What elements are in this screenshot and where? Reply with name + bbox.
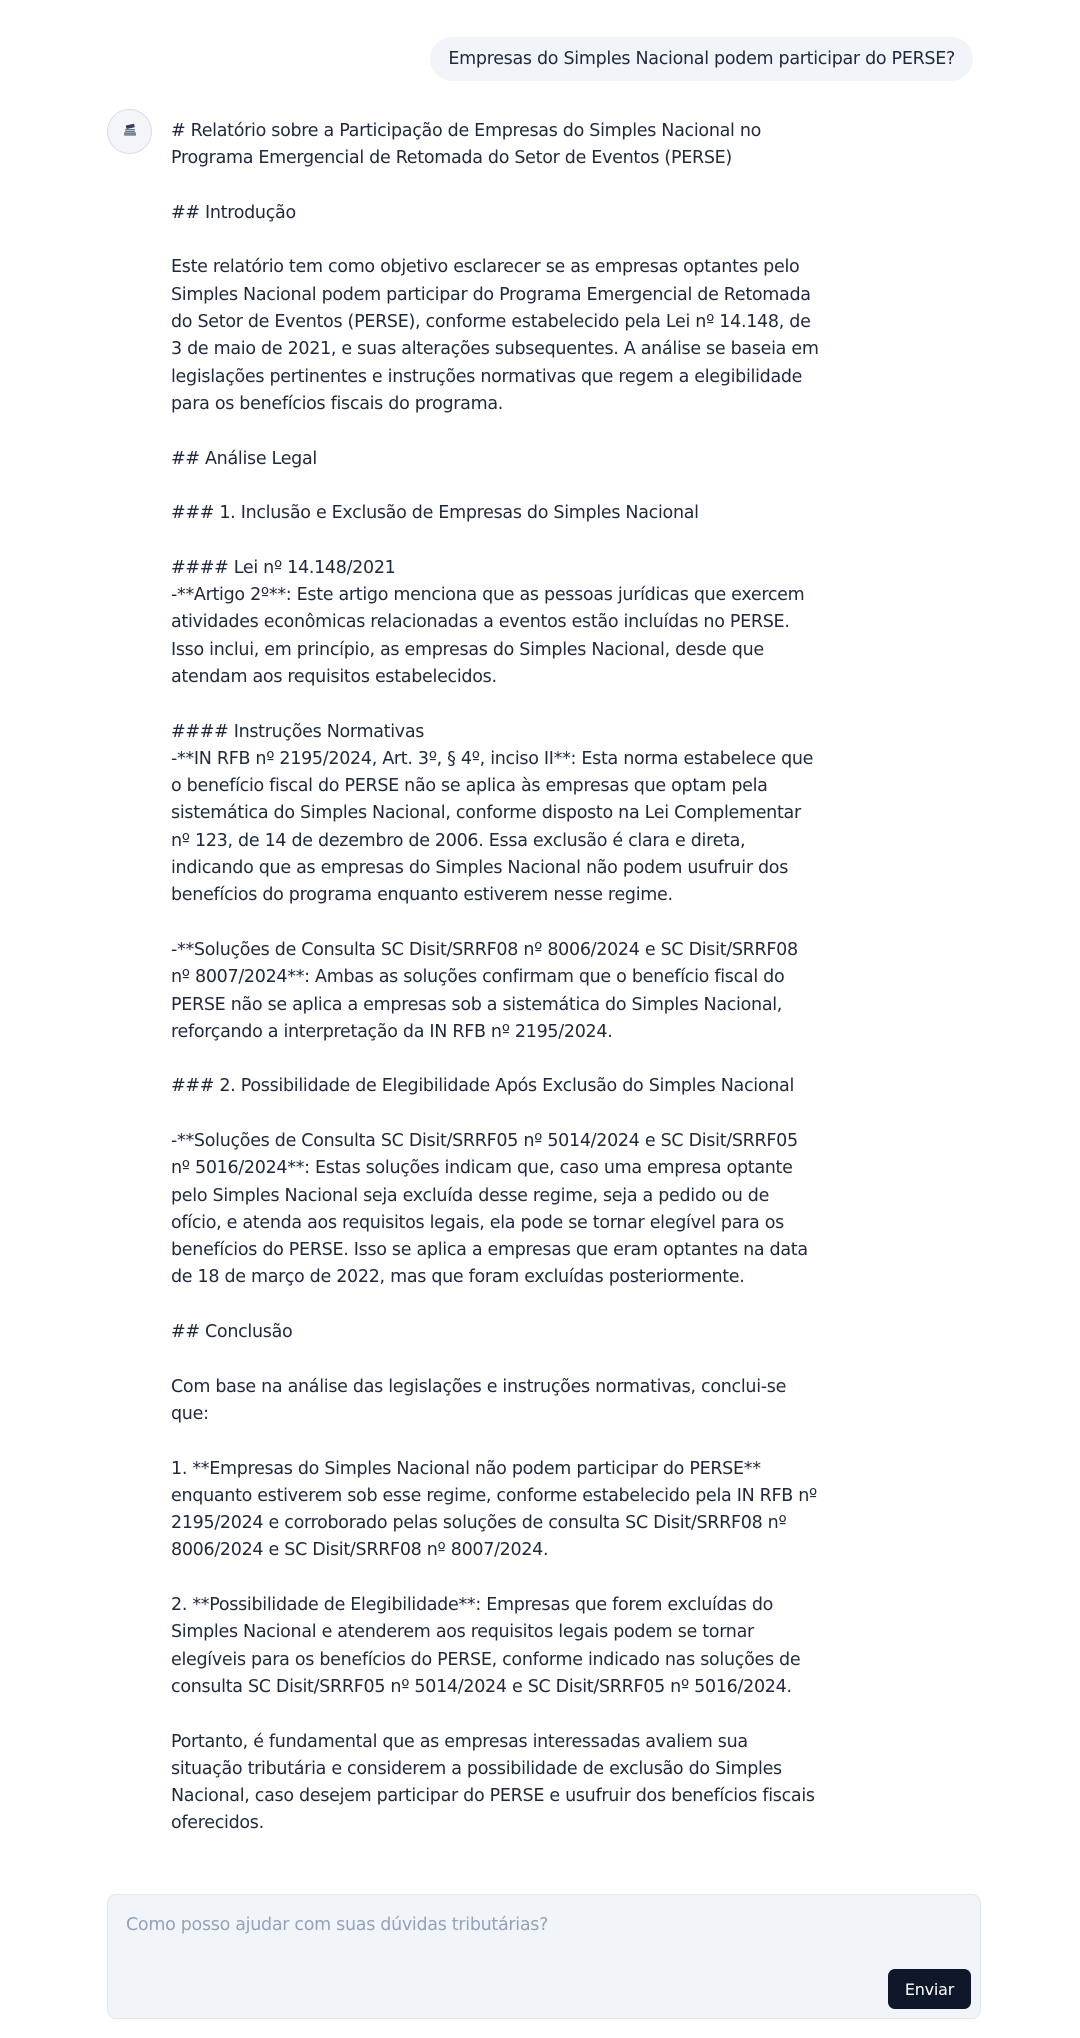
user-message-bubble [430, 37, 973, 81]
books-icon [122, 122, 138, 142]
message-input[interactable] [108, 1895, 980, 1975]
message-composer [107, 1894, 981, 2019]
send-button[interactable]: Enviar [888, 1969, 971, 2009]
assistant-response-text: # Relatório sobre a Participação de Empresas do Simples Nacional no Programa Emergencial de Retomada do Setor de Eventos (PERSE) ## Introdução Este relatório tem como objetivo esclarecer se as empresas optantes pelo Simples Nacional podem participar do Programa Emergencial de Retomada do Setor de Eventos (PERSE), conforme estabelecido pela Lei nº 14.148, de 3 de maio de 2021, e suas alterações subsequentes. A análise se baseia em legislações pertinentes e instruções normativas que regem a elegibilidade para os benefícios fiscais do programa. ## Análise Legal ### 1. Inclusão e Exclusão de Empresas do Simples Nacional #### Lei nº 14.148/2021 -**Artigo 2º**: Este artigo menciona que as pessoas jurídicas que exercem atividades econômicas relacionadas a eventos estão incluídas no PERSE. Isso inclui, em princípio, as empresas do Simples Nacional, desde que atendam aos requisitos estabelecidos. #### Instruções Normativas -**IN RFB nº 2195/2024, Art. 3º, § 4º, inciso II**: Esta norma estabelece que o benefício fiscal do PERSE não se aplica às empresas que optam pela sistemática do Simples Nacional, conforme disposto na Lei Complementar nº 123, de 14 de dezembro de 2006. Essa exclusão é clara e direta, indicando que as empresas do Simples Nacional não podem usufruir dos benefícios do programa enquanto estiverem nesse regime. -**Soluções de Consulta SC Disit/SRRF08 nº 8006/2024 e SC Disit/SRRF08 nº 8007/2024**: Ambas as soluções confirmam que o benefício fiscal do PERSE não se aplica a empresas sob a sistemática do Simples Nacional, reforçando a interpretação da IN RFB nº 2195/2024. ### 2. Possibilidade de Elegibilidade Após Exclusão do Simples Nacional -**Soluções de Consulta SC Disit/SRRF05 nº 5014/2024 e SC Disit/SRRF05 nº 5016/2024**: Estas soluções indicam que, caso uma empresa optante pelo Simples Nacional seja excluída desse regime, seja a pedido ou de ofício, e atenda aos requisitos legais, ela pode se tornar elegível para os benefícios do PERSE. Isso se aplica a empresas que eram optantes na data de 18 de março de 2022, mas que foram excluídas posteriormente. ## Conclusão Com base na análise das legislações e instruções normativas, conclui-se que: 1. **Empresas do Simples Nacional não podem participar do PERSE** enquanto estiverem sob esse regime, conforme estabelecido pela IN RFB nº 2195/2024 e corroborado pelas soluções de consulta SC Disit/SRRF08 nº 8006/2024 e SC Disit/SRRF08 nº 8007/2024. 2. **Possibilidade de Elegibilidade**: Empresas que forem excluídas do Simples Nacional e atenderem aos requisitos legais podem se tornar elegíveis para os benefícios do PERSE, conforme indicado nas soluções de consulta SC Disit/SRRF05 nº 5014/2024 e SC Disit/SRRF05 nº 5016/2024. Portanto, é fundamental que as empresas interessadas avaliem sua situação tributária e considerem a possibilidade de exclusão do Simples Nacional, caso desejem participar do PERSE e usufruir dos benefícios fiscais oferecidos. [171, 121, 819, 1834]
assistant-avatar [107, 109, 152, 154]
user-message-text: Empresas do Simples Nacional podem participar do PERSE? [448, 49, 955, 69]
